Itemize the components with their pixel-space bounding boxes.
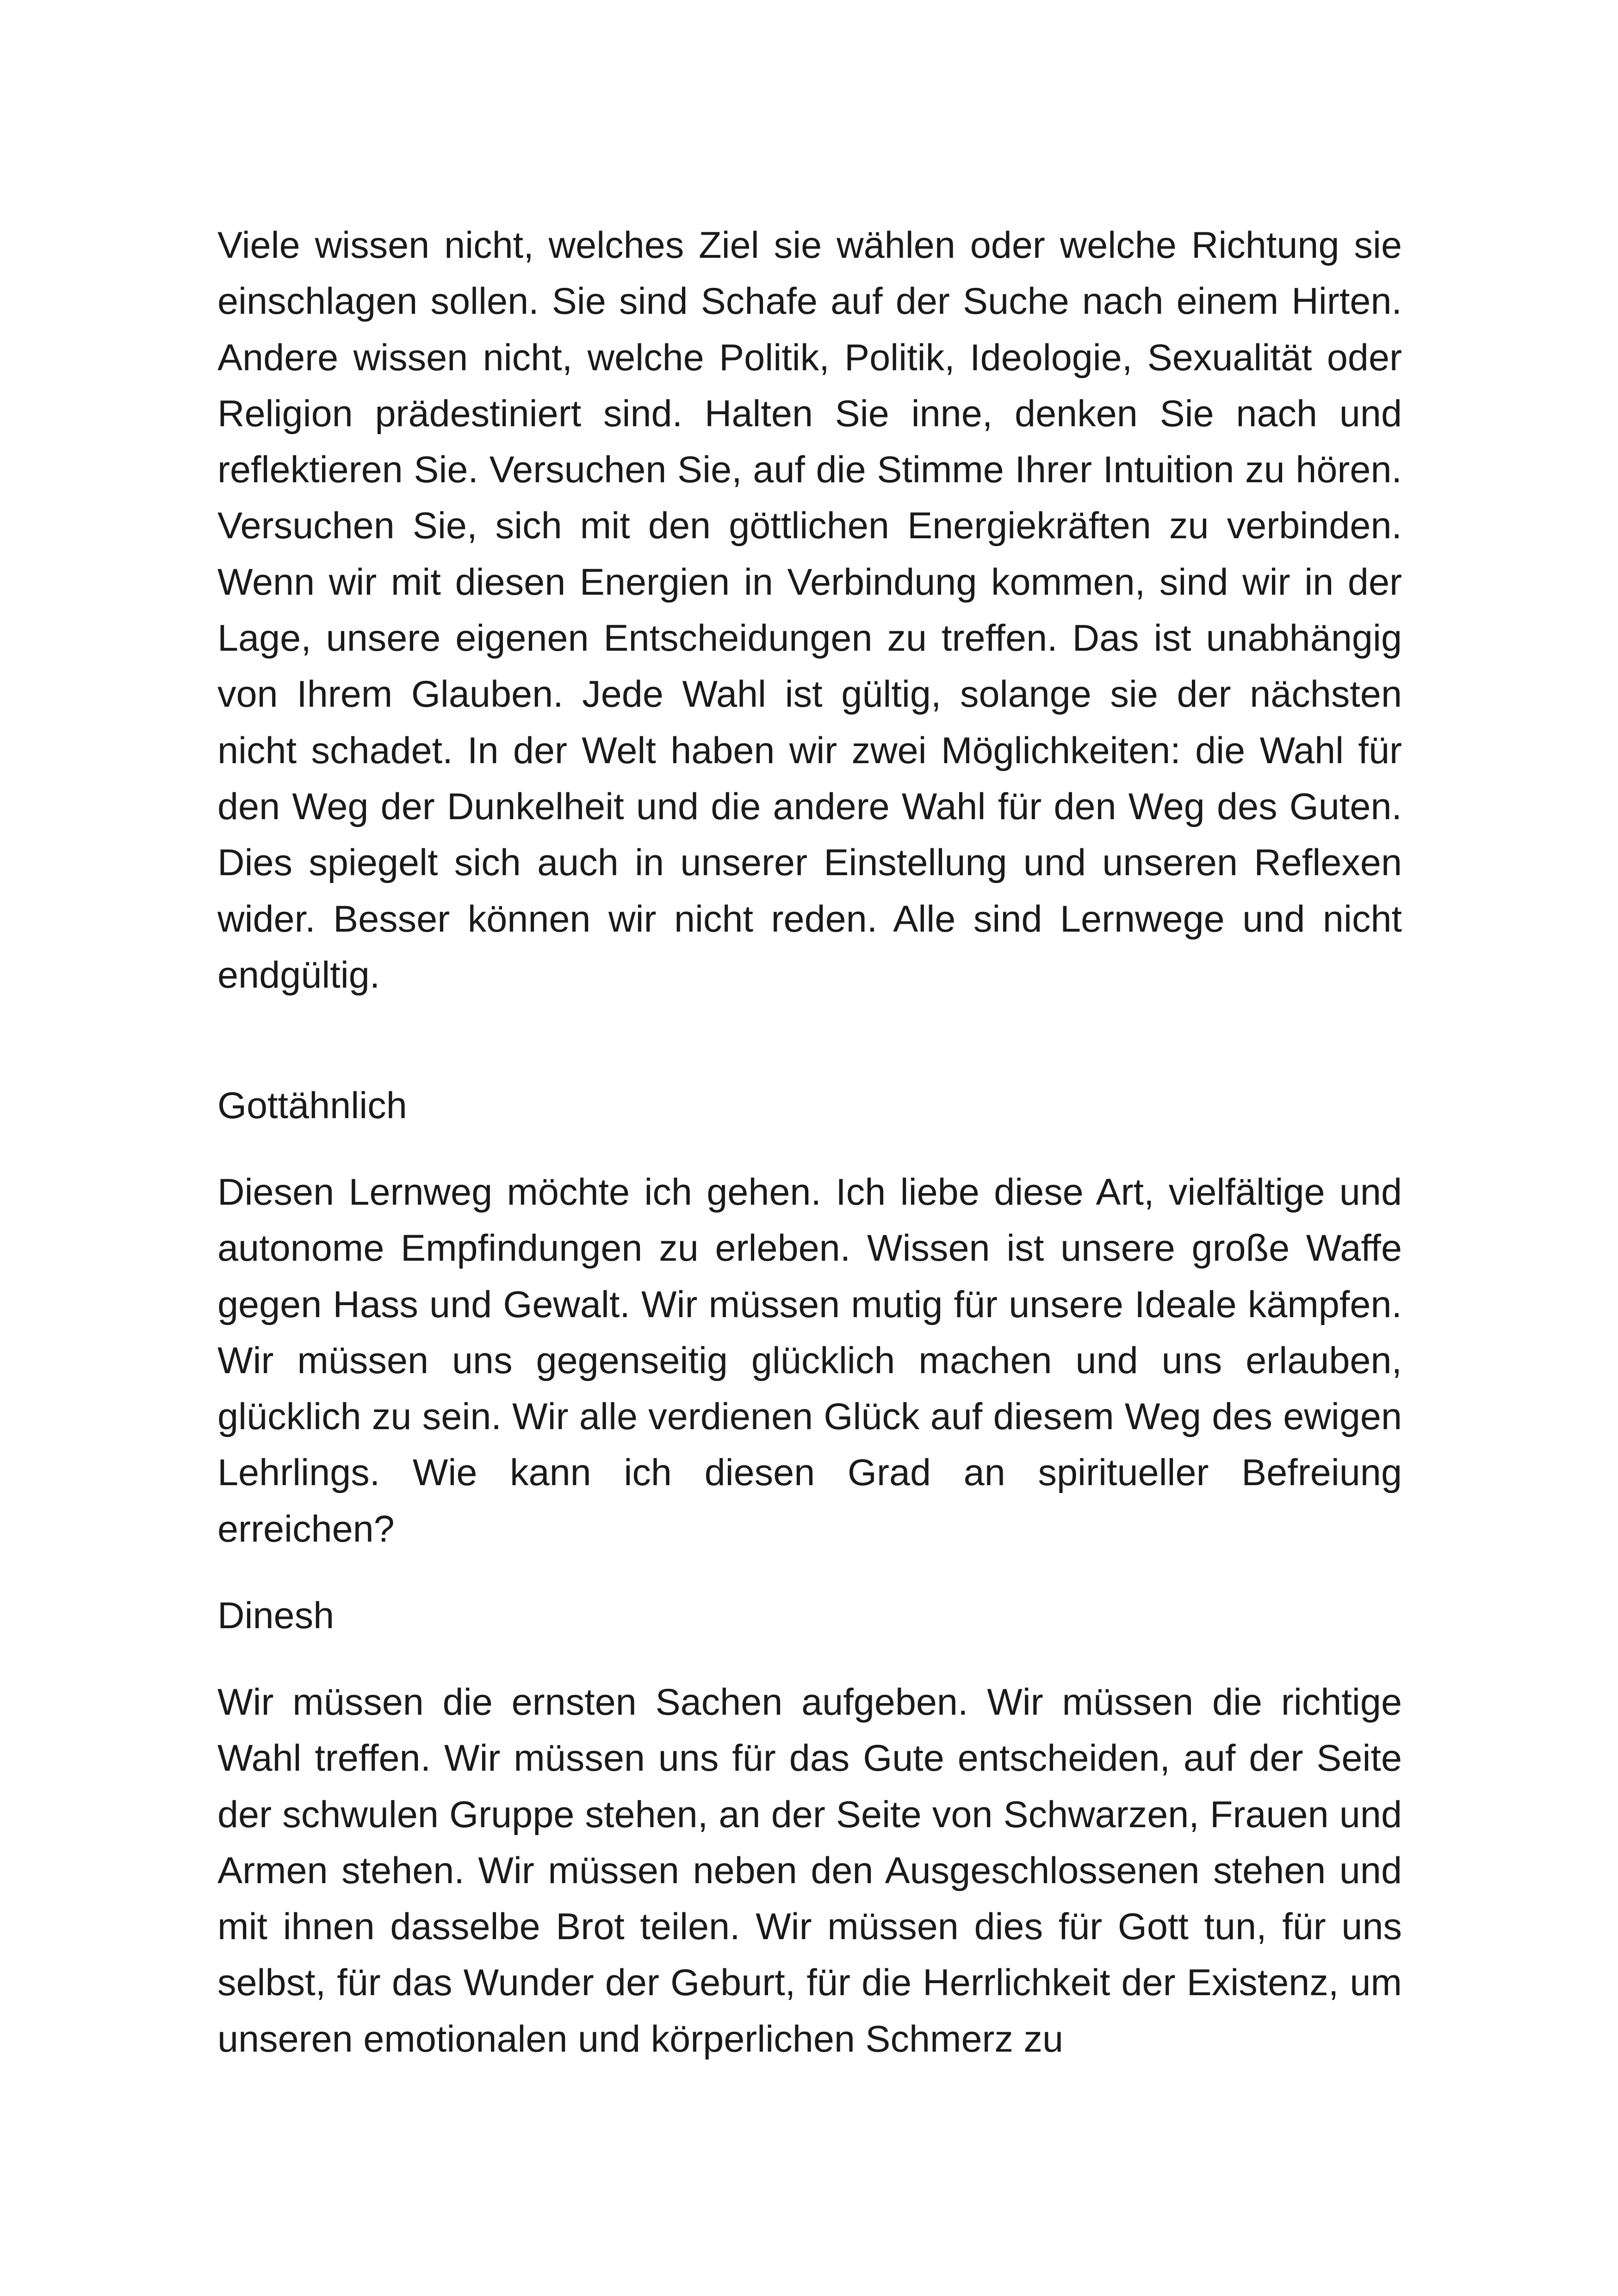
heading-dinesh: Dinesh — [217, 1595, 335, 1636]
heading-gottaehnlich: Gottähnlich — [217, 1085, 407, 1126]
paragraph-1: Viele wissen nicht, welches Ziel sie wählen oder welche Richtung sie einschlagen sollen. Sie sind Schafe auf der Suche nach einem Hirten. Andere wissen nicht, welche Politik, Politik, Ideologie, Sexualität oder Religion prädestiniert sind. Halten Sie inne, denken Sie nach und reflektieren Sie. Versuchen Sie, auf die Stimme Ihrer Intuition zu hören. Versuchen Sie, sich mit den göttlichen Energiekräften zu verbinden. Wenn wir mit diesen Energien in Verbindung kommen, sind wir in der Lage, unsere eigenen Entscheidungen zu treffen. Das ist unabhängig von Ihrem Glauben. Jede Wahl ist gültig, solange sie der nächsten nicht schadet. In der Welt haben wir zwei Möglichkeiten: die Wahl für den Weg der Dunkelheit und die andere Wahl für den Weg des Guten. Dies spiegelt sich auch in unserer Einstellung und unseren Reflexen wider. Besser können wir nicht reden. Alle sind Lernwege und nicht endgültig. — [217, 224, 1402, 996]
paragraph-2: Diesen Lernweg möchte ich gehen. Ich liebe diese Art, vielfältige und autonome Empfindungen zu erleben. Wissen ist unsere große Waffe gegen Hass und Gewalt. Wir müssen mutig für unsere Ideale kämpfen. Wir müssen uns gegenseitig glücklich machen und uns erlauben, glücklich zu sein. Wir alle verdienen Glück auf diesem Weg des ewigen Lehrlings. Wie kann ich diesen Grad an spiritueller Befreiung erreichen? — [217, 1171, 1402, 1550]
paragraph-3: Wir müssen die ernsten Sachen aufgeben. Wir müssen die richtige Wahl treffen. Wir müssen uns für das Gute entscheiden, auf der Seite der schwulen Gruppe stehen, an der Seite von Schwarzen, Frauen und Armen stehen. Wir müssen neben den Ausgeschlossenen stehen und mit ihnen dasselbe Brot teilen. Wir müssen dies für Gott tun, für uns selbst, für das Wunder der Geburt, für die Herrlichkeit der Existenz, um unseren emotionalen und körperlichen Schmerz zu — [217, 1681, 1402, 2060]
